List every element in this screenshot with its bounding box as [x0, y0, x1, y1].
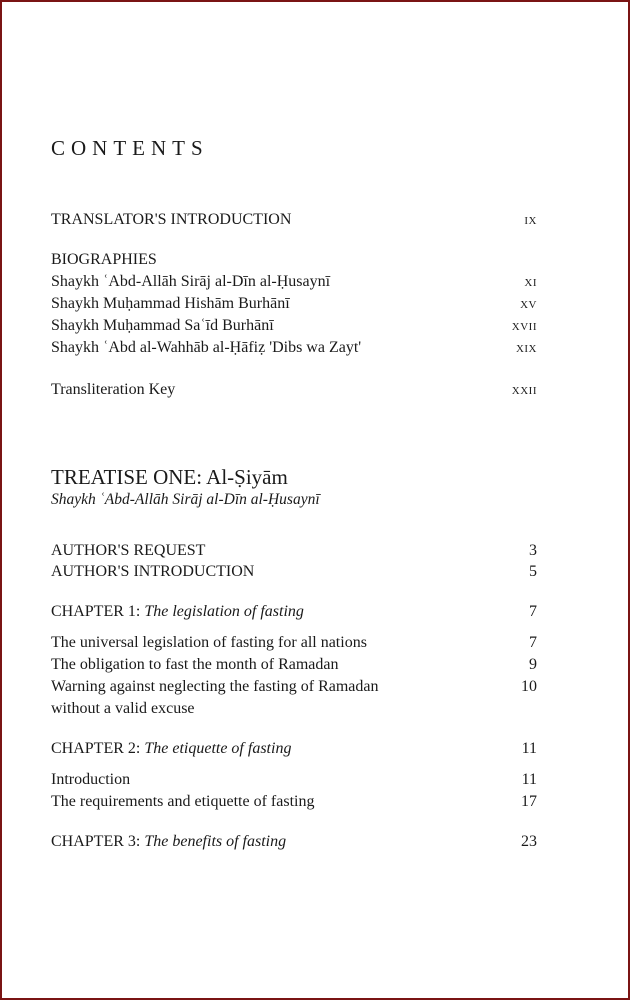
chapter-title: The legislation of fasting: [144, 603, 304, 620]
chapter-number: CHAPTER 2:: [51, 740, 145, 757]
toc-entry-label: Shaykh Muḥammad Saʿīd Burhānī: [51, 317, 274, 334]
toc-page-number: 5: [529, 563, 537, 580]
toc-entry-label: Introduction: [51, 771, 131, 788]
chapter-number: CHAPTER 3:: [51, 833, 145, 850]
toc-page-number: 3: [529, 542, 537, 559]
toc-page-number: ix: [524, 211, 537, 228]
toc-page-number: 10: [521, 678, 537, 695]
toc-entry-label: Shaykh ʿAbd-Allāh Sirāj al-Dīn al-Ḥusaynī: [51, 273, 331, 290]
toc-page-number: 23: [521, 833, 537, 850]
toc-page-number: 11: [521, 771, 537, 788]
toc-entry-label: TRANSLATOR'S INTRODUCTION: [51, 211, 292, 228]
toc-entry-label: The obligation to fast the month of Ramadan: [51, 656, 339, 673]
toc-entry-label: Shaykh Muḥammad Hishām Burhānī: [51, 295, 290, 312]
toc-entry-label: The requirements and etiquette of fasting: [51, 793, 315, 810]
toc-entry-label: Shaykh ʿAbd al-Wahhāb al-Ḥāfiẓ 'Dibs wa Zayt': [51, 339, 362, 356]
treatise-author: Shaykh ʿAbd-Allāh Sirāj al-Dīn al-Ḥusaynī: [51, 491, 320, 508]
toc-page-number: 11: [521, 740, 537, 757]
toc-page-number: 7: [529, 603, 537, 620]
chapter-number: CHAPTER 1:: [51, 603, 145, 620]
page-title: CONTENTS: [51, 136, 209, 160]
toc-page-number: 17: [521, 793, 537, 810]
chapter-title: The etiquette of fasting: [144, 740, 292, 757]
toc-entry-label: [51, 832, 286, 852]
toc-page-number: xxii: [511, 381, 537, 398]
toc-page-number: xix: [515, 339, 537, 356]
toc-entry-label: [51, 602, 304, 622]
toc-page-number: xvii: [511, 317, 537, 334]
toc-entry-label: The universal legislation of fasting for all nations: [51, 634, 367, 651]
toc-page-number: 9: [529, 656, 537, 673]
toc-entry-label: BIOGRAPHIES: [51, 251, 157, 268]
treatise-title: TREATISE ONE: Al-Ṣiyām: [51, 465, 288, 489]
toc-page-number: xv: [520, 295, 537, 312]
toc-page-number: 7: [529, 634, 537, 651]
chapter-title: The benefits of fasting: [144, 833, 287, 850]
toc-entry-label: Transliteration Key: [51, 381, 176, 398]
toc-page-number: xi: [524, 273, 537, 290]
toc-entry-label: AUTHOR'S INTRODUCTION: [51, 563, 255, 580]
toc-entry-label: AUTHOR'S REQUEST: [51, 542, 206, 559]
toc-entry-label: Warning against neglecting the fasting of Ramadan: [51, 678, 379, 695]
toc-entry-label: [51, 739, 291, 759]
toc-entry-label: without a valid excuse: [51, 700, 195, 717]
